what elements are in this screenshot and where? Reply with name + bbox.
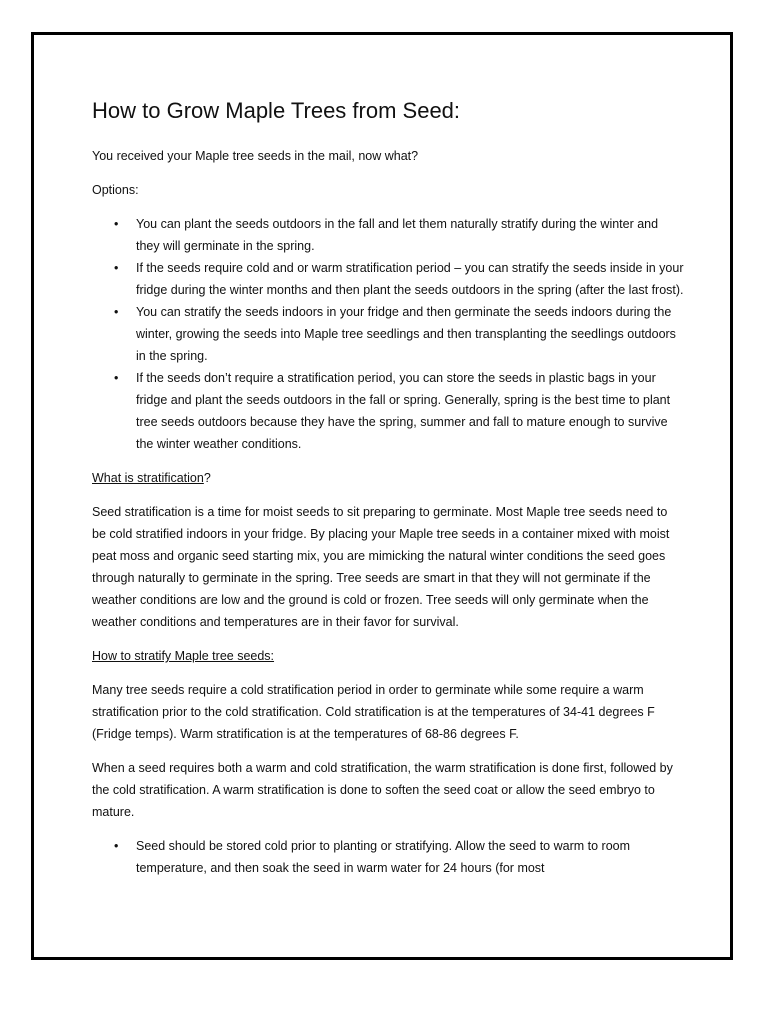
steps-list [92,835,684,879]
document-content [92,97,684,891]
stratification-heading-text: What is stratification [92,471,204,485]
page-title: How to Grow Maple Trees from Seed: [92,98,461,123]
bullet-icon: • [114,217,119,231]
stratification-paragraph: Seed stratification is a time for moist seeds to sit preparing to germinate. Most Maple tree seeds need to be cold stratified indoors in your fridge. By placing your Maple tree seeds in a container mixed with moist peat moss and organic seed starting mix, you are mimicking the natural winter conditions the seed goes through naturally to germinate in the spring. Tree seeds are smart in that they will not germinate if the weather conditions are low and the ground is cold or frozen. Tree seeds will only germinate when the weather conditions and temperatures are in their favor for survival. [92,505,670,629]
list-item-text: If the seeds require cold and or warm stratification period – you can stratify the seeds inside in your fridge during the winter months and then plant the seeds outdoors in the spring (after the last frost). [136,261,684,297]
stratification-heading [92,467,684,489]
intro-paragraph: You received your Maple tree seeds in the mail, now what? [92,149,419,163]
document-page [31,32,733,960]
bullet-icon: • [114,305,119,319]
bullet-icon: • [114,839,119,853]
how-paragraph-1: Many tree seeds require a cold stratification period in order to germinate while some require a warm stratification prior to the cold stratification. Cold stratification is at the temperatures of 34-41 degrees F (Fridge temps). Warm stratification is at the temperatures of 68-86 degrees F. [92,683,655,741]
list-item [92,213,684,257]
stratification-heading-suffix: ? [203,471,211,485]
list-item [92,301,684,367]
list-item [92,835,684,879]
options-label: Options: [92,183,139,197]
list-item [92,257,684,301]
bullet-icon: • [114,261,119,275]
how-paragraph-2: When a seed requires both a warm and cold stratification, the warm stratification is done first, followed by the cold stratification. A warm stratification is done to soften the seed coat or allow the seed embryo to mature. [92,761,673,819]
list-item [92,367,684,455]
list-item-text: You can stratify the seeds indoors in your fridge and then germinate the seeds indoors during the winter, growing the seeds into Maple tree seedlings and then transplanting the seedlings outdoors in the spring. [136,305,676,363]
list-item-text: You can plant the seeds outdoors in the fall and let them naturally stratify during the winter and they will germinate in the spring. [136,217,659,253]
how-to-stratify-heading: How to stratify Maple tree seeds: [92,649,275,663]
list-item-text: If the seeds don’t require a stratification period, you can store the seeds in plastic bags in your fridge and plant the seeds outdoors in the fall or spring. Generally, spring is the best time to plant tree seeds outdoors because they have the spring, summer and fall to mature enough to survive the winter weather conditions. [136,371,671,451]
options-list [92,213,684,455]
list-item-text: Seed should be stored cold prior to planting or stratifying. Allow the seed to warm to room temperature, and then soak the seed in warm water for 24 hours (for most [136,839,631,875]
bullet-icon: • [114,371,119,385]
